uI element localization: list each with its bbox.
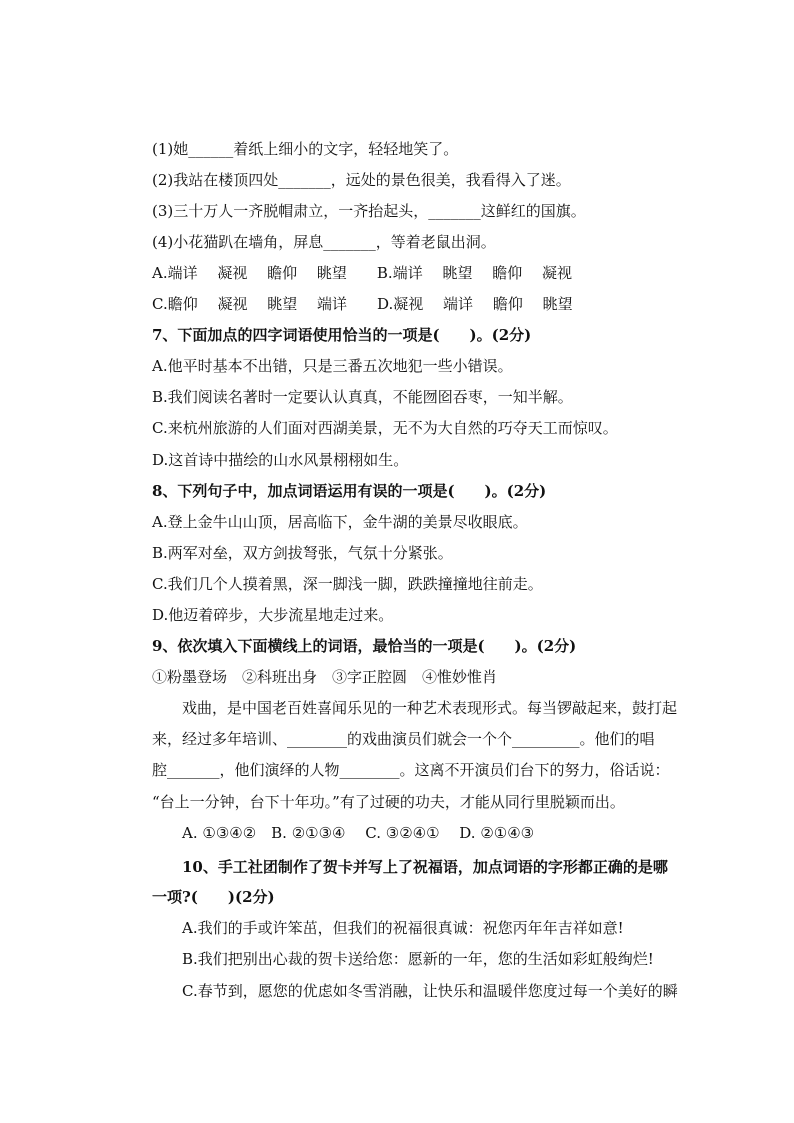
q7-option-b: B.我们阅读名著时一定要认认真真，不能囫囵吞枣，一知半解。 [152,388,573,406]
q9-passage-line-2: 来，经过多年培训、________的戏曲演员们就会一个个_________。他们的唱 [152,730,655,748]
q9-answer-options: A. ①③④② B. ②①③④ C. ③②④① D. ②①④③ [182,824,535,842]
q7-option-d: D.这首诗中描绘的山水风景栩栩如生。 [152,451,409,469]
question-9-heading: 9、依次填入下面横线上的词语，最恰当的一项是( )。(2分) [152,637,577,655]
option-row-cd: C.瞻仰 凝视 眺望 端详 D.凝视 端详 瞻仰 眺望 [152,295,573,313]
fill-sentence-3: (3)三十万人一齐脱帽肃立，一齐抬起头，_______这鲜红的国旗。 [152,202,586,220]
question-10-heading-cont: 一项?( )(2分) [152,888,275,906]
q10-option-b: B.我们把别出心裁的贺卡送给您：愿新的一年，您的生活如彩虹般绚烂! [182,950,654,968]
q8-option-d: D.他迈着碎步，大步流星地走过来。 [152,606,394,624]
fill-sentence-4: (4)小花猫趴在墙角，屏息_______，等着老鼠出洞。 [152,233,496,251]
q10-option-c: C.春节到，愿您的优虑如冬雪消融，让快乐和温暖伴您度过每一个美好的瞬 [182,982,678,1000]
question-10-heading: 10、手工社团制作了贺卡并写上了祝福语，加点词语的字形都正确的是哪 [182,858,668,876]
q9-passage-line-3: 腔_______，他们演绎的人物________。这离不开演员们台下的努力，俗话说： [152,761,670,779]
q9-passage-line-1: 戏曲，是中国老百姓喜闻乐见的一种艺术表现形式。每当锣敲起来，鼓打起 [182,699,678,717]
option-row-ab: A.端详 凝视 瞻仰 眺望 B.端详 眺望 瞻仰 凝视 [152,264,573,282]
question-8-heading: 8、下列句子中，加点词语运用有误的一项是( )。(2分) [152,482,547,500]
fill-sentence-2: (2)我站在楼顶四处_______，远处的景色很美，我看得入了迷。 [152,171,571,189]
q7-option-c: C.来杭州旅游的人们面对西湖美景，无不为大自然的巧夺天工而惊叹。 [152,419,618,437]
q8-option-a: A.登上金牛山山顶，居高临下，金牛湖的美景尽收眼底。 [152,513,528,531]
fill-sentence-1: (1)她______着纸上细小的文字，轻轻地笑了。 [152,140,459,158]
question-7-heading: 7、下面加点的四字词语使用恰当的一项是( )。(2分) [152,326,532,344]
q9-passage-line-4: “台上一分钟，台下十年功。”有了过硬的功夫，才能从同行里脱颖而出。 [152,793,625,811]
q8-option-b: B.两军对垒，双方剑拔弩张，气氛十分紧张。 [152,544,453,562]
q10-option-a: A.我们的手或许笨茁，但我们的祝福很真诚：祝您丙年年吉祥如意! [182,919,624,937]
q9-word-list: ①粉墨登场 ②科班出身 ③字正腔圆 ④惟妙惟肖 [152,668,498,686]
q7-option-a: A.他平时基本不出错，只是三番五次地犯一些小错误。 [152,357,513,375]
q8-option-c: C.我们几个人摸着黑，深一脚浅一脚，跌跌撞撞地往前走。 [152,575,543,593]
